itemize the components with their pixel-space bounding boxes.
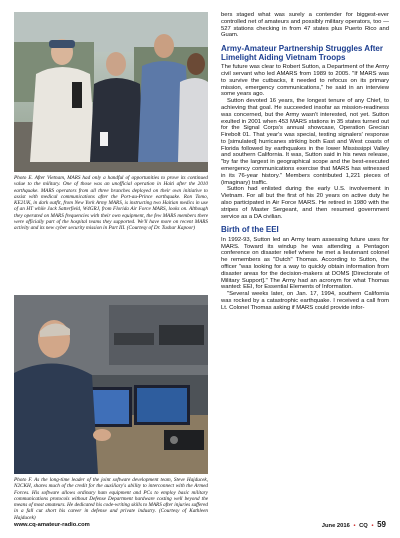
- footer-magazine: CQ: [359, 523, 368, 529]
- article-column: [221, 12, 389, 311]
- photo-e-image: [14, 12, 208, 172]
- photo-e-caption: Photo E. After Vietnam, MARS had only a handful of opportunities to prove its continued value to the military. One of those was an unofficial operation in Haiti after the 2010 earthquake. MARS operators from all three branches deployed on their own initiative to assist with medical communications after the Port-au-Prince earthquake. Ron Tomo, KE2UK, in dark outfit, from New York Army MARS, is instructing two Haitian medics in use of an HT while Jack Satterfield, W4GRJ, from Florida Air Force MARS, looks on. Although they operated on MARS frequencies with their own equipment, the few MARS members there were officially part of the hospital teams they supported. We'll have more on recent MARS activity and its new cyber security mission in Part III. (Courtesy of Dr. Tushar Kapoor): [14, 175, 208, 231]
- intro-paragraph: bers staged what was surely a contender for biggest-ever controlled net of amateurs and possibly military operators, too — 527 stations checking in from 47 states plus Puerto Rico and Guam.: [221, 12, 389, 39]
- body-paragraph: Sutton had enlisted during the early U.S. involvement in Vietnam. For all but the first of his 20 years on active duty he also participated in Air Force MARS. He retired in 1980 with the stripes of Master Sergeant, and then resumed government service as a DA civilian.: [221, 186, 389, 220]
- footer-bullet: •: [371, 523, 374, 529]
- footer-page-number: 59: [377, 520, 386, 529]
- photo-f-image: [14, 295, 208, 474]
- page-footer: [14, 520, 386, 532]
- footer-url: www.cq-amateur-radio.com: [14, 522, 90, 528]
- footer-bullet: •: [353, 523, 356, 529]
- body-paragraph: Sutton devoted 16 years, the longest tenure of any Chief, to achieving that goal. He succeeded insofar as mission-readiness was concerned, but the Army wasn't interested, not yet. Sutton exulted in 2001 when 453 MARS stations in 35 states turned out for the Signal Corps's annual showcase, Operation Grecian Firebolt 01. That year's was special, testing signalers' response to [simulated] hurricanes striking both East and West coasts of Florida followed by earthquakes in the lower Mississippi Valley and southern California. It was, Sutton said in his news release, "by far the largest in geographical scope and the best-executed emergency communications exercise that MARS has witnessed in its 76-year history." Members contributed 1,221 pieces of (imaginary) traffic.: [221, 98, 389, 186]
- section-heading-partnership: Army-Amateur Partnership Struggles After Limelight Aiding Vietnam Troops: [221, 44, 383, 62]
- photo-f-caption: Photo F. As the long-time leader of the joint software development team, Steve Hajducek, N2CKH, shares much of the credit for the auxiliary's ability to interconnect with the Armed Forces. His software allows ordinary ham equipment and PCs to employ basic military communications protocols without Defense Department hardware costing well beyond the means of most amateurs. He dedicated his code-writing skills to MARS after injuries suffered in a fall cut short his career in defense and private industry. (Courtesy of Kathleen Hajducek): [14, 477, 208, 521]
- footer-page-info: [322, 520, 386, 529]
- body-paragraph: "Several weeks later, on Jan. 17, 1994, southern California was rocked by a catastrophic earthquake. I received a call from Lt. Colonel Thomas asking if MARS could provide infor-: [221, 291, 389, 311]
- photo-f-software-leader: [14, 295, 208, 474]
- photo-e-haiti-operation: [14, 12, 208, 172]
- footer-date: June 2016: [321, 523, 350, 529]
- body-paragraph: The future was clear to Robert Sutton, a Department of the Army civil servant who led AMARS from 1989 to 2005. "If MARS was to survive the cutbacks, it needed to refocus on its primary mission, emergency communications," he said in an interview some years ago.: [221, 64, 389, 98]
- section-heading-eei: Birth of the EEI: [221, 225, 279, 235]
- body-paragraph: In 1992-93, Sutton led an Army team assessing future uses for MARS. Toward its windup he was attending a Pentagon conference on disaster relief where he met a lieutenant colonel he remembers as "Dutch" Thomas. According to Sutton, the officer "was looking for a way to quickly obtain information from disaster areas for the decision-makers at DOMS [Directorate of Military Support]." The Army had an acronym for what Thomas wanted: EEI, for Essential Elements of Information.: [221, 236, 389, 291]
